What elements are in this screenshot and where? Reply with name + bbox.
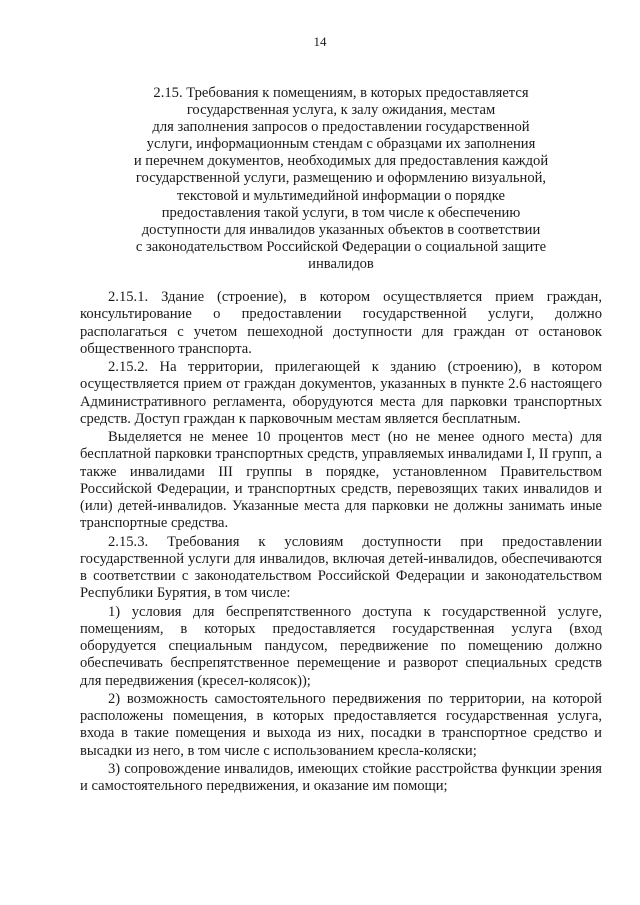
section-body	[80, 289, 602, 795]
paragraph-parking-quota: Выделяется не менее 10 процентов мест (но не менее одного места) для бесплатной парковки транспортных средств, управляемых инвалидами I, II групп, а также инвалидами III группы в порядке, установленном Правительством Российской Федерации, и транспортных средств, перевозящих таких инвалидов и (или) детей-инвалидов. Указанные места для парковки не должны занимать иные транспортные средства.	[80, 429, 602, 532]
paragraph-2-15-1: 2.15.1. Здание (строение), в котором осуществляется прием граждан, консультирование о предоставлении государственной услуги, должно располагаться с учетом пешеходной доступности для граждан от остановок общественного транспорта.	[80, 289, 602, 357]
page-number: 14	[313, 34, 327, 49]
list-item-3: 3) сопровождение инвалидов, имеющих стойкие расстройства функции зрения и самостоятельного передвижения, и оказание им помощи;	[80, 760, 602, 794]
section-heading: 2.15. Требования к помещениям, в которых предоставляется государственная услуга, к залу ожидания, местам для заполнения запросов о предоставлении государственной услуги, информационным стендам с образцами их заполнения и перечнем документов, необходимых для предоставления каждой государственной услуги, размещению и оформлению визуальной, текстовой и мультимедийной информации о порядке предоставления такой услуги, в том числе к обеспечению доступности для инвалидов указанных объектов в соответствии с законодательством Российской Федерации о социальной защите инвалидов	[133, 85, 549, 272]
paragraph-2-15-2: 2.15.2. На территории, прилегающей к зданию (строению), в котором осуществляется прием от граждан документов, указанных в пункте 2.6 настоящего Административного регламента, оборудуются места для парковки транспортных средств. Доступ граждан к парковочным местам является бесплатным.	[80, 359, 602, 427]
list-item-1: 1) условия для беспрепятственного доступа к государственной услуге, помещениям, в которых предоставляется государственная услуга (вход оборудуется специальным пандусом, передвижение по помещению должно обеспечивать беспрепятственное перемещение и разворот специальных средств для передвижения (кресел-колясок));	[80, 603, 602, 689]
paragraph-2-15-3: 2.15.3. Требования к условиям доступности при предоставлении государственной услуги для инвалидов, включая детей-инвалидов, обеспечиваются в соответствии с законодательством Российской Федерации и законодательством Республики Бурятия, в том числе:	[80, 533, 602, 602]
list-item-2: 2) возможность самостоятельного передвижения по территории, на которой расположены помещения, в которых предоставляется государственная услуга, входа в такие помещения и выхода из них, посадки в транспортное средство и высадки из него, в том числе с использованием кресла-коляски;	[80, 690, 602, 759]
